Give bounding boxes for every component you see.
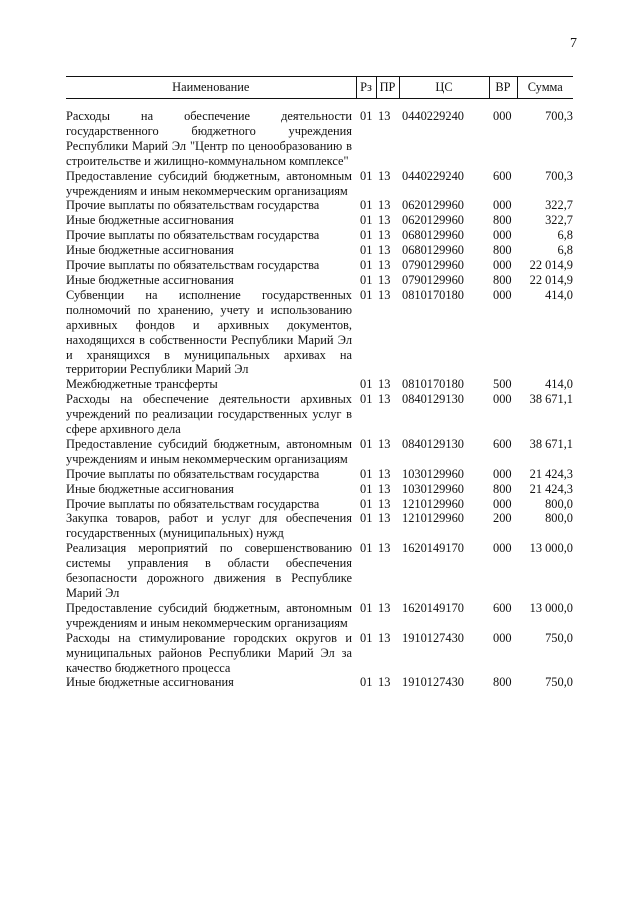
cell-pr: 13 bbox=[378, 243, 391, 258]
cell-cs: 0840129130 bbox=[402, 392, 464, 407]
table-row bbox=[66, 169, 573, 199]
cell-name: Реализация мероприятий по совершенствованию системы управления в области обеспечения безопасности дорожного движения в Республике Марий Эл bbox=[66, 541, 352, 600]
cell-sum: 38 671,1 bbox=[529, 392, 573, 407]
cell-pr: 13 bbox=[378, 600, 391, 615]
cell-vr: 000 bbox=[493, 541, 512, 556]
table-row bbox=[66, 392, 573, 437]
cell-rz: 01 bbox=[360, 213, 373, 228]
cell-name: Прочие выплаты по обязательствам государства bbox=[66, 258, 320, 273]
cell-pr: 13 bbox=[378, 287, 391, 302]
cell-sum: 414,0 bbox=[545, 287, 573, 302]
cell-cs: 0620129960 bbox=[402, 213, 464, 228]
page-number: 7 bbox=[570, 36, 577, 51]
cell-rz: 01 bbox=[360, 600, 373, 615]
cell-pr: 13 bbox=[378, 377, 391, 392]
cell-sum: 800,0 bbox=[545, 511, 573, 526]
cell-cs: 0440229240 bbox=[402, 109, 464, 123]
cell-rz: 01 bbox=[360, 392, 373, 407]
cell-sum: 22 014,9 bbox=[529, 272, 573, 287]
cell-cs: 1910127430 bbox=[402, 675, 464, 690]
cell-pr: 13 bbox=[378, 228, 391, 243]
cell-cs: 0440229240 bbox=[402, 168, 464, 183]
cell-name: Иные бюджетные ассигнования bbox=[66, 243, 234, 258]
table-row bbox=[66, 601, 573, 631]
cell-cs: 1210129960 bbox=[402, 511, 464, 526]
cell-vr: 800 bbox=[493, 675, 512, 690]
cell-sum: 13 000,0 bbox=[529, 600, 573, 615]
table-row bbox=[66, 437, 573, 467]
cell-name: Предоставление субсидий бюджетным, автономным учреждениям и иным некоммерческим организациям bbox=[66, 436, 352, 466]
cell-pr: 13 bbox=[378, 392, 391, 407]
cell-vr: 000 bbox=[493, 109, 512, 123]
cell-vr: 000 bbox=[493, 392, 512, 407]
cell-vr: 800 bbox=[493, 272, 512, 287]
cell-vr: 600 bbox=[493, 600, 512, 615]
cell-vr: 000 bbox=[493, 228, 512, 243]
table-row bbox=[66, 541, 573, 601]
cell-rz: 01 bbox=[360, 258, 373, 273]
cell-pr: 13 bbox=[378, 466, 391, 481]
cell-cs: 1620149170 bbox=[402, 541, 464, 556]
cell-rz: 01 bbox=[360, 272, 373, 287]
cell-sum: 700,3 bbox=[545, 109, 573, 123]
cell-sum: 38 671,1 bbox=[529, 436, 573, 451]
cell-pr: 13 bbox=[378, 630, 391, 645]
budget-table bbox=[66, 76, 573, 690]
cell-pr: 13 bbox=[378, 168, 391, 183]
table-row bbox=[66, 377, 573, 392]
cell-name: Расходы на стимулирование городских округов и муниципальных районов Республики Марий Эл за качество бюджетного процесса bbox=[66, 630, 352, 675]
cell-name: Расходы на обеспечение деятельности государственного бюджетного учреждения Республики Марий Эл "Центр по ценообразованию в строительстве и жилищно-коммунальном комплексе" bbox=[66, 109, 352, 168]
cell-sum: 6,8 bbox=[557, 228, 573, 243]
header-vr: ВР bbox=[489, 77, 517, 99]
cell-name: Закупка товаров, работ и услуг для обеспечения государственных (муниципальных) нужд bbox=[66, 511, 352, 541]
table-row bbox=[66, 258, 573, 273]
cell-sum: 6,8 bbox=[557, 243, 573, 258]
cell-cs: 0810170180 bbox=[402, 377, 464, 392]
cell-vr: 000 bbox=[493, 466, 512, 481]
cell-cs: 1030129960 bbox=[402, 481, 464, 496]
cell-name: Прочие выплаты по обязательствам государства bbox=[66, 228, 320, 243]
table-row bbox=[66, 99, 573, 169]
table-row bbox=[66, 497, 573, 512]
cell-cs: 0620129960 bbox=[402, 198, 464, 213]
cell-name: Предоставление субсидий бюджетным, автономным учреждениям и иным некоммерческим организациям bbox=[66, 600, 352, 630]
cell-pr: 13 bbox=[378, 213, 391, 228]
cell-vr: 800 bbox=[493, 481, 512, 496]
table-header bbox=[66, 77, 573, 99]
cell-vr: 000 bbox=[493, 630, 512, 645]
cell-rz: 01 bbox=[360, 287, 373, 302]
cell-sum: 13 000,0 bbox=[529, 541, 573, 556]
cell-name: Иные бюджетные ассигнования bbox=[66, 213, 234, 228]
cell-sum: 21 424,3 bbox=[529, 466, 573, 481]
cell-pr: 13 bbox=[378, 511, 391, 526]
cell-rz: 01 bbox=[360, 541, 373, 556]
cell-rz: 01 bbox=[360, 630, 373, 645]
cell-name: Предоставление субсидий бюджетным, автономным учреждениям и иным некоммерческим организациям bbox=[66, 168, 352, 198]
cell-rz: 01 bbox=[360, 243, 373, 258]
header-sum: Сумма bbox=[517, 77, 573, 99]
table-row bbox=[66, 273, 573, 288]
cell-sum: 750,0 bbox=[545, 675, 573, 690]
cell-sum: 21 424,3 bbox=[529, 481, 573, 496]
header-pr: ПР bbox=[376, 77, 399, 99]
cell-cs: 1910127430 bbox=[402, 630, 464, 645]
cell-cs: 1620149170 bbox=[402, 600, 464, 615]
cell-rz: 01 bbox=[360, 228, 373, 243]
cell-rz: 01 bbox=[360, 198, 373, 213]
cell-name: Прочие выплаты по обязательствам государства bbox=[66, 198, 320, 213]
cell-name: Иные бюджетные ассигнования bbox=[66, 675, 234, 690]
cell-vr: 000 bbox=[493, 496, 512, 511]
cell-pr: 13 bbox=[378, 198, 391, 213]
table-row bbox=[66, 243, 573, 258]
header-rz: Рз bbox=[356, 77, 376, 99]
cell-name: Иные бюджетные ассигнования bbox=[66, 481, 234, 496]
table-row bbox=[66, 511, 573, 541]
cell-pr: 13 bbox=[378, 675, 391, 690]
table-row bbox=[66, 213, 573, 228]
table-row bbox=[66, 288, 573, 377]
cell-name: Межбюджетные трансферты bbox=[66, 377, 218, 392]
cell-cs: 0810170180 bbox=[402, 287, 464, 302]
cell-vr: 600 bbox=[493, 436, 512, 451]
cell-name: Расходы на обеспечение деятельности архивных учреждений по реализации государственных услуг в сфере архивного дела bbox=[66, 392, 352, 437]
cell-rz: 01 bbox=[360, 377, 373, 392]
cell-sum: 22 014,9 bbox=[529, 258, 573, 273]
budget-table-container bbox=[66, 76, 573, 690]
cell-vr: 600 bbox=[493, 168, 512, 183]
cell-name: Прочие выплаты по обязательствам государства bbox=[66, 466, 320, 481]
cell-rz: 01 bbox=[360, 109, 373, 123]
cell-cs: 0840129130 bbox=[402, 436, 464, 451]
cell-cs: 0790129960 bbox=[402, 258, 464, 273]
cell-pr: 13 bbox=[378, 436, 391, 451]
cell-vr: 000 bbox=[493, 258, 512, 273]
cell-pr: 13 bbox=[378, 109, 391, 123]
cell-vr: 800 bbox=[493, 243, 512, 258]
table-row bbox=[66, 482, 573, 497]
table-row bbox=[66, 198, 573, 213]
table-body bbox=[66, 99, 573, 691]
cell-vr: 200 bbox=[493, 511, 512, 526]
table-row bbox=[66, 675, 573, 690]
cell-name: Иные бюджетные ассигнования bbox=[66, 272, 234, 287]
cell-rz: 01 bbox=[360, 466, 373, 481]
cell-rz: 01 bbox=[360, 168, 373, 183]
cell-vr: 000 bbox=[493, 198, 512, 213]
cell-sum: 750,0 bbox=[545, 630, 573, 645]
cell-cs: 1210129960 bbox=[402, 496, 464, 511]
cell-pr: 13 bbox=[378, 272, 391, 287]
cell-rz: 01 bbox=[360, 511, 373, 526]
cell-sum: 322,7 bbox=[545, 198, 573, 213]
table-row bbox=[66, 467, 573, 482]
cell-name: Прочие выплаты по обязательствам государства bbox=[66, 496, 320, 511]
header-name: Наименование bbox=[66, 77, 356, 99]
cell-rz: 01 bbox=[360, 481, 373, 496]
table-row bbox=[66, 228, 573, 243]
cell-sum: 414,0 bbox=[545, 377, 573, 392]
cell-cs: 0790129960 bbox=[402, 272, 464, 287]
cell-cs: 0680129960 bbox=[402, 243, 464, 258]
cell-pr: 13 bbox=[378, 481, 391, 496]
cell-sum: 322,7 bbox=[545, 213, 573, 228]
cell-vr: 500 bbox=[493, 377, 512, 392]
cell-sum: 700,3 bbox=[545, 168, 573, 183]
cell-name: Субвенции на исполнение государственных полномочий по хранению, учету и использованию архивных фондов и архивных документов, находящихся в собственности Республики Марий Эл и хранящихся в муниципальных архивах на территории Республики Марий Эл bbox=[66, 287, 352, 377]
cell-cs: 1030129960 bbox=[402, 466, 464, 481]
cell-pr: 13 bbox=[378, 496, 391, 511]
header-cs: ЦС bbox=[399, 77, 489, 99]
cell-pr: 13 bbox=[378, 258, 391, 273]
cell-rz: 01 bbox=[360, 436, 373, 451]
cell-vr: 800 bbox=[493, 213, 512, 228]
cell-sum: 800,0 bbox=[545, 496, 573, 511]
cell-rz: 01 bbox=[360, 675, 373, 690]
cell-vr: 000 bbox=[493, 287, 512, 302]
cell-rz: 01 bbox=[360, 496, 373, 511]
cell-pr: 13 bbox=[378, 541, 391, 556]
cell-cs: 0680129960 bbox=[402, 228, 464, 243]
table-row bbox=[66, 631, 573, 676]
